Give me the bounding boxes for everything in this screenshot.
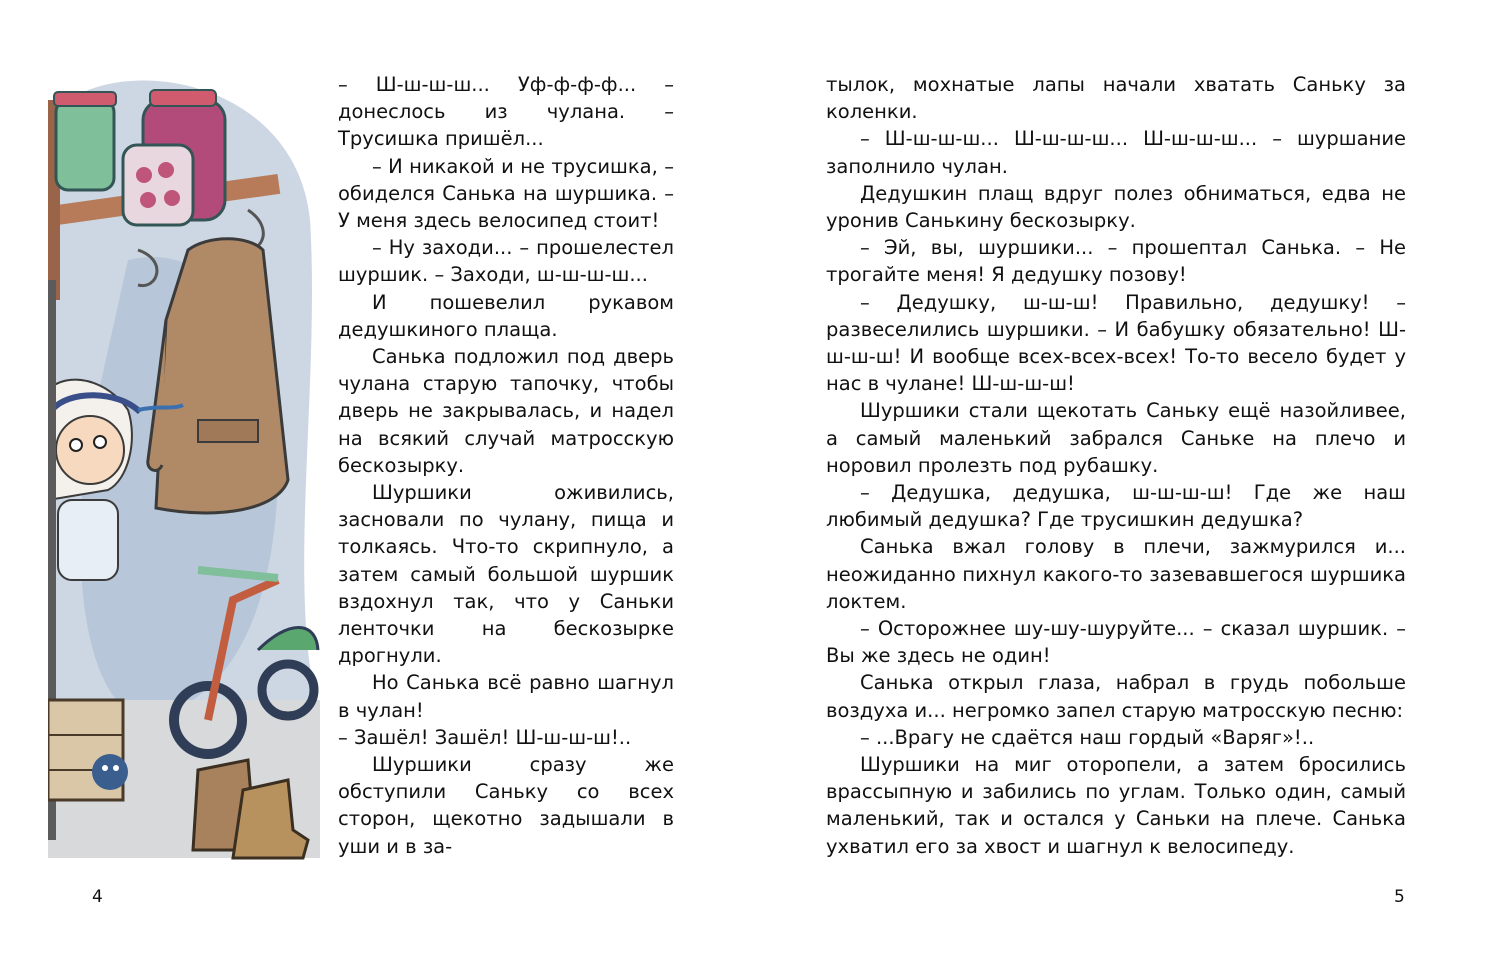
paragraph: – И никакой и не трусишка, – обиделся Санька на шуршика. – У меня здесь велосипед стоит!: [338, 154, 674, 233]
paragraph: – Эй, вы, шуршики... – прошептал Санька. – Не трогайте меня! Я дедушку позову!: [826, 236, 1406, 287]
paragraph: Шуршики стали щекотать Саньку ещё назойливее, а самый маленький забрался Саньке на плечо и норовил пролезть под рубашку.: [826, 399, 1406, 477]
paragraph: Дедушкин плащ вдруг полез обниматься, едва не уронив Санькину бескозырку.: [826, 181, 1406, 233]
paragraph: Санька вжал голову в плечи, зажмурился и... неожиданно пихнул какого-то зазевавшегося шуршика локтем.: [826, 535, 1406, 613]
paragraph: – Осторожнее шу-шу-шуруйте... – сказал шуршик. – Вы же здесь не один!: [826, 617, 1406, 668]
paragraph: – Дедушку, ш-ш-ш! Правильно, дедушку! – развеселились шуршики. – И бабушку обязательно! Ш-ш-ш-ш! И вообще всех-всех-всех! То-то весело будет у нас в чулане! Ш-ш-ш-ш!: [826, 290, 1406, 396]
paragraph: – Ш-ш-ш-ш... Уф-ф-ф-ф... – донеслось из чулана. – Трусишка пришёл...: [338, 73, 674, 151]
right-page-text: [826, 71, 1406, 860]
paragraph: – Ш-ш-ш-ш... Ш-ш-ш-ш... Ш-ш-ш-ш... – шуршание заполнило чулан.: [826, 127, 1406, 178]
paragraph: Шуршики сразу же обступили Саньку со всех сторон, щекотно задышали в уши и в за-: [338, 753, 674, 858]
paragraph: Санька подложил под дверь чулана старую тапочку, чтобы дверь не закрывалась, и надел на всякий случай матросскую бескозырку.: [338, 345, 674, 477]
closet-illustration: [48, 60, 320, 860]
paragraph: – Дедушка, дедушка, ш-ш-ш-ш! Где же наш любимый дедушка? Где трусишкин дедушка?: [826, 481, 1406, 532]
paragraph: – Зашёл! Зашёл! Ш-ш-ш-ш!..: [338, 725, 632, 749]
left-page-text: [338, 71, 674, 860]
page-number-left: 4: [92, 887, 103, 907]
paragraph: – Ну заходи... – прошелестел шуршик. – Заходи, ш-ш-ш-ш...: [338, 236, 674, 287]
paragraph: Шуршики оживились, засновали по чулану, пища и толкаясь. Что-то скрипнуло, а затем самый большой шуршик вздохнул так, что у Саньки ленточки на бескозырке дрогнули.: [338, 481, 674, 668]
paragraph: Шуршики на миг оторопели, а затем бросились врассыпную и забились по углам. Только один, самый маленький, так и остался у Саньки на плече. Санька ухватил его за хвост и шагнул к велосипеду.: [826, 753, 1406, 858]
paragraph: Санька открыл глаза, набрал в грудь побольше воздуха и... негромко запел старую матросскую песню:: [826, 671, 1406, 722]
paragraph: тылок, мохнатые лапы начали хватать Саньку за коленки.: [826, 73, 1406, 124]
paragraph: И пошевелил рукавом дедушкиного плаща.: [338, 290, 674, 341]
page-number-right: 5: [1394, 887, 1405, 907]
paragraph: Но Санька всё равно шагнул в чулан!: [338, 671, 674, 722]
paragraph: – ...Врагу не сдаётся наш гордый «Варяг»!..: [860, 725, 1315, 749]
